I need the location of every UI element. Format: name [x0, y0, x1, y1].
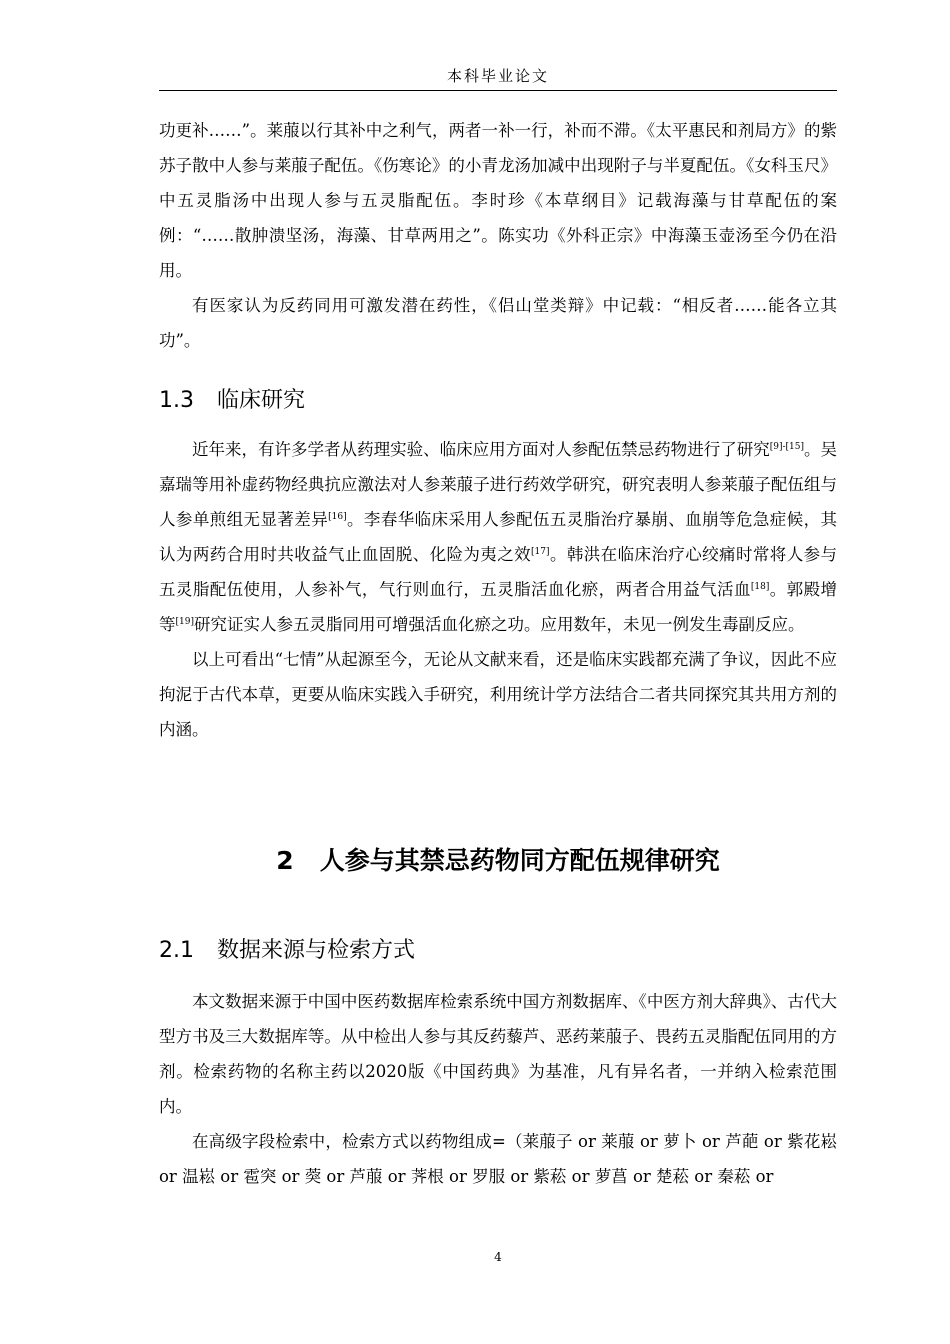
section-heading-1-3	[159, 383, 837, 414]
chapter-number: 2	[276, 846, 294, 875]
text-run: 。吴嘉瑞等用补虚药物经典抗应激法对人参莱菔子进行药效学研究，研究表明人参莱菔子配伍组与人参单煎组无显著差异	[159, 440, 838, 529]
section-number: 1.3	[159, 388, 194, 413]
section-heading-2-1	[159, 933, 837, 964]
citation: [19]	[175, 617, 194, 627]
citation: [16]	[328, 512, 347, 522]
body-block-3	[159, 984, 837, 1194]
paragraph: 功更补……”。莱菔以行其补中之利气，两者一补一行，补而不滞。《太平惠民和剂局方》的紫苏子散中人参与莱菔子配伍。《伤寒论》的小青龙汤加减中出现附子与半夏配伍。《女科玉尺》中五灵脂汤中出现人参与五灵脂配伍。李时珍《本草纲目》记载海藻与甘草配伍的案例：“……散肿溃坚汤，海藻、甘草两用之”。陈实功《外科正宗》中海藻玉壶汤至今仍在沿用。	[159, 121, 837, 280]
header-rule	[159, 90, 837, 91]
text-run: 近年来，有许多学者从药理实验、临床应用方面对人参配伍禁忌药物进行了研究	[192, 440, 770, 459]
page-number: 4	[494, 1250, 502, 1264]
paragraph: 以上可看出“七情”从起源至今，无论从文献来看，还是临床实践都充满了争议，因此不应拘泥于古代本草，更要从临床实践入手研究，利用统计学方法结合二者共同探究其共用方剂的内涵。	[159, 650, 837, 739]
text-run: 。郭殿增等	[159, 580, 838, 634]
section-title: 临床研究	[217, 388, 306, 413]
paragraph	[159, 432, 837, 642]
text-run: 。韩洪在临床治疗心绞痛时常将人参与五灵脂配伍使用，人参补气，气行则血行，五灵脂活血化瘀，两者合用益气活血	[159, 545, 838, 599]
chapter-title: 人参与其禁忌药物同方配伍规律研究	[319, 846, 720, 875]
running-header: 本科毕业论文	[446, 67, 549, 85]
paragraph: 本文数据来源于中国中医药数据库检索系统中国方剂数据库、《中医方剂大辞典》、古代大型方书及三大数据库等。从中检出人参与其反药藜芦、恶药莱菔子、畏药五灵脂配伍同用的方剂。检索药物的名称主药以2020版《中国药典》为基准，凡有异名者，一并纳入检索范围内。	[159, 992, 837, 1116]
chapter-heading-2	[159, 841, 837, 877]
body-block-1	[159, 113, 837, 358]
paragraph: 有医家认为反药同用可激发潜在药性，《侣山堂类辩》中记载：“相反者……能各立其功”。	[159, 296, 837, 350]
text-run: 。李春华临床采用人参配伍五灵脂治疗暴崩、血崩等危急症候，其认为两药合用时共收益气止血固脱、化险为夷之效	[159, 510, 838, 564]
citation: [17]	[531, 547, 550, 557]
citation: [18]	[750, 582, 770, 592]
text-run: 研究证实人参五灵脂同用可增强活血化瘀之功。应用数年，未见一例发生毒副反应。	[193, 615, 805, 634]
section-number: 2.1	[159, 938, 194, 963]
citation: [9]-[15]	[769, 442, 804, 452]
paragraph: 在高级字段检索中，检索方式以药物组成=（莱菔子 or 莱菔 or 萝卜 or 芦葩 or 紫花崧 or 温崧 or 雹突 or 葖 or 芦菔 or 荠根 or 罗服 or 紫菘 or 萝菖 or 楚菘 or 秦菘 or	[159, 1132, 837, 1186]
body-block-2	[159, 432, 837, 747]
section-title: 数据来源与检索方式	[217, 938, 416, 963]
